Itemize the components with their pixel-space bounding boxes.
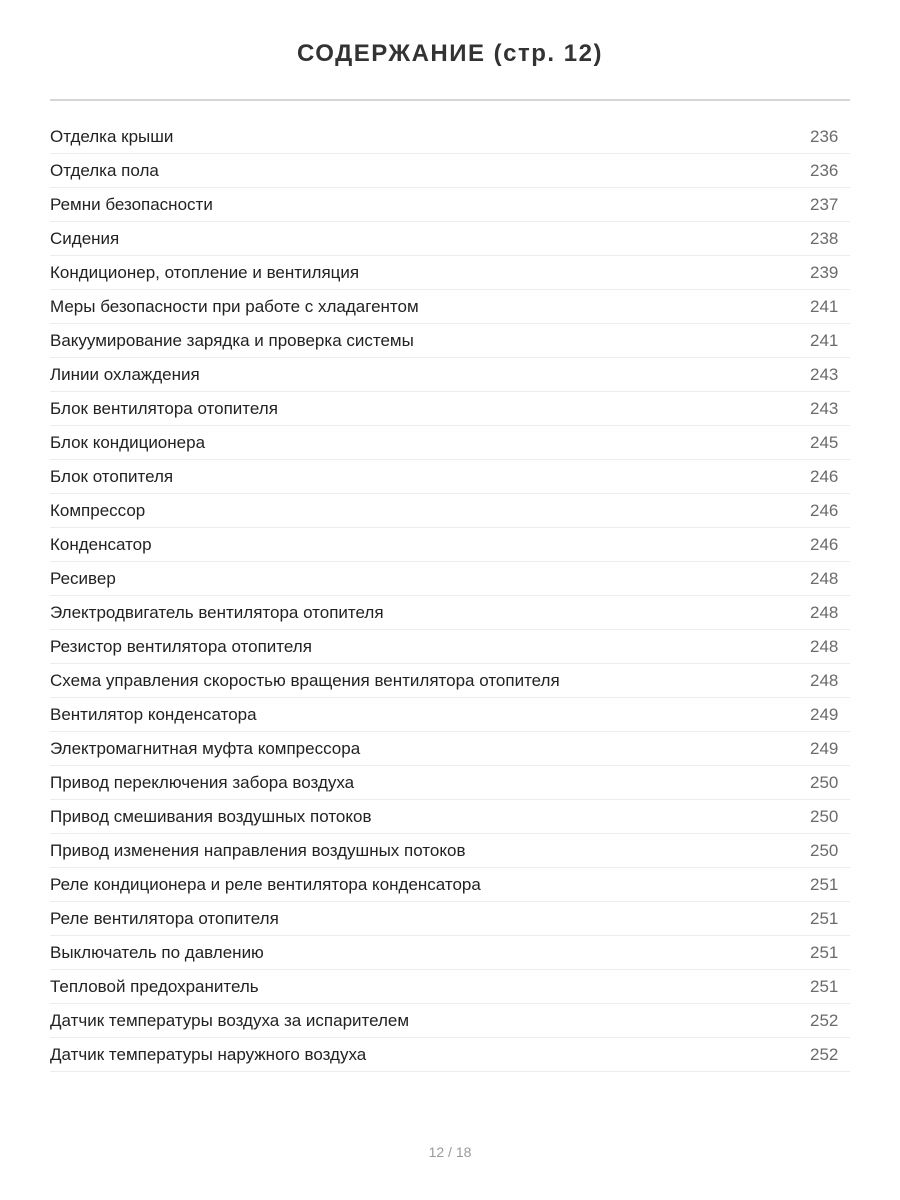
toc-entry[interactable] [50, 800, 850, 834]
toc-entry-title: Ремни безопасности [50, 194, 213, 214]
toc-entry-page-number: 248 [810, 568, 839, 588]
toc-entry[interactable] [50, 698, 850, 732]
toc-entry[interactable] [50, 868, 850, 902]
toc-entry-page-number: 236 [810, 160, 839, 180]
toc-entry[interactable] [50, 494, 850, 528]
toc-entry-title: Конденсатор [50, 534, 152, 554]
toc-entry-title: Блок отопителя [50, 466, 174, 486]
toc-entry-title: Реле кондиционера и реле вентилятора конденсатора [50, 874, 481, 894]
toc-entry-title: Отделка пола [50, 160, 159, 180]
toc-entry-page-number: 237 [810, 194, 839, 214]
toc-entry-page-number: 243 [810, 398, 839, 418]
page-title: СОДЕРЖАНИЕ (стр. 12) [297, 40, 603, 67]
toc-entry-page-number: 241 [810, 296, 839, 316]
toc-entry[interactable] [50, 222, 850, 256]
toc-entry-page-number: 248 [810, 670, 839, 690]
toc-entry-title: Электродвигатель вентилятора отопителя [50, 602, 384, 622]
toc-entry[interactable] [50, 290, 850, 324]
toc-entry-title: Меры безопасности при работе с хладагентом [50, 296, 419, 316]
toc-entry-page-number: 250 [810, 806, 839, 826]
toc-entry[interactable] [50, 834, 850, 868]
toc-entry-page-number: 248 [810, 636, 839, 656]
toc-entry[interactable] [50, 120, 850, 154]
toc-entry[interactable] [50, 766, 850, 800]
toc-entry-page-number: 246 [810, 534, 839, 554]
toc-entry-page-number: 249 [810, 738, 839, 758]
toc-entry-page-number: 246 [810, 466, 839, 486]
toc-entry[interactable] [50, 528, 850, 562]
toc-entry[interactable] [50, 970, 850, 1004]
toc-entry-title: Привод изменения направления воздушных потоков [50, 840, 466, 860]
toc-entry[interactable] [50, 392, 850, 426]
page-counter: 12 / 18 [428, 1144, 472, 1160]
toc-entry-title: Отделка крыши [50, 126, 174, 146]
toc-entry-page-number: 236 [810, 126, 839, 146]
toc-entry[interactable] [50, 256, 850, 290]
toc-entry-page-number: 238 [810, 228, 839, 248]
toc-entry[interactable] [50, 936, 850, 970]
toc-entry-title: Выключатель по давлению [50, 942, 264, 962]
toc-entry-title: Тепловой предохранитель [50, 976, 259, 996]
toc-entry-title: Датчик температуры наружного воздуха [50, 1044, 367, 1064]
toc-entry-page-number: 246 [810, 500, 839, 520]
toc-entry-title: Вентилятор конденсатора [50, 704, 257, 724]
toc-entry-title: Реле вентилятора отопителя [50, 908, 279, 928]
toc-entry-page-number: 250 [810, 772, 839, 792]
toc-entry[interactable] [50, 732, 850, 766]
toc-entry[interactable] [50, 902, 850, 936]
toc-entry-title: Датчик температуры воздуха за испарителем [50, 1010, 410, 1030]
toc-entry-title: Компрессор [50, 500, 146, 520]
toc-entry-page-number: 252 [810, 1010, 839, 1030]
toc-entry-page-number: 251 [810, 908, 839, 928]
toc-entry[interactable] [50, 630, 850, 664]
toc-entry[interactable] [50, 358, 850, 392]
title-divider [50, 99, 850, 101]
toc-entry-title: Блок вентилятора отопителя [50, 398, 278, 418]
toc-entry-page-number: 252 [810, 1044, 839, 1064]
toc-entry-page-number: 248 [810, 602, 839, 622]
toc-entry-page-number: 241 [810, 330, 839, 350]
toc-entry-page-number: 239 [810, 262, 839, 282]
toc-entry[interactable] [50, 596, 850, 630]
toc-entry[interactable] [50, 426, 850, 460]
toc-entry-title: Резистор вентилятора отопителя [50, 636, 312, 656]
toc-entry-title: Вакуумирование зарядка и проверка системы [50, 330, 414, 350]
toc-entry-title: Привод переключения забора воздуха [50, 772, 355, 792]
toc-entry-title: Привод смешивания воздушных потоков [50, 806, 372, 826]
toc-entry-title: Схема управления скоростью вращения вентилятора отопителя [50, 670, 560, 690]
toc-entry[interactable] [50, 324, 850, 358]
toc-entry[interactable] [50, 562, 850, 596]
toc-entry-title: Электромагнитная муфта компрессора [50, 738, 361, 758]
toc-entry-page-number: 251 [810, 874, 839, 894]
table-of-contents [50, 120, 850, 1072]
toc-entry[interactable] [50, 154, 850, 188]
toc-entry[interactable] [50, 1004, 850, 1038]
toc-entry-page-number: 245 [810, 432, 839, 452]
toc-entry-page-number: 250 [810, 840, 839, 860]
toc-entry[interactable] [50, 1038, 850, 1072]
toc-entry-page-number: 251 [810, 976, 839, 996]
toc-entry-page-number: 249 [810, 704, 839, 724]
toc-entry-page-number: 251 [810, 942, 839, 962]
toc-entry-title: Блок кондиционера [50, 432, 206, 452]
toc-entry[interactable] [50, 664, 850, 698]
toc-entry[interactable] [50, 188, 850, 222]
toc-entry-page-number: 243 [810, 364, 839, 384]
toc-entry-title: Линии охлаждения [50, 364, 200, 384]
toc-entry-title: Ресивер [50, 568, 116, 588]
toc-entry[interactable] [50, 460, 850, 494]
toc-entry-title: Сидения [50, 228, 120, 248]
toc-entry-title: Кондиционер, отопление и вентиляция [50, 262, 360, 282]
